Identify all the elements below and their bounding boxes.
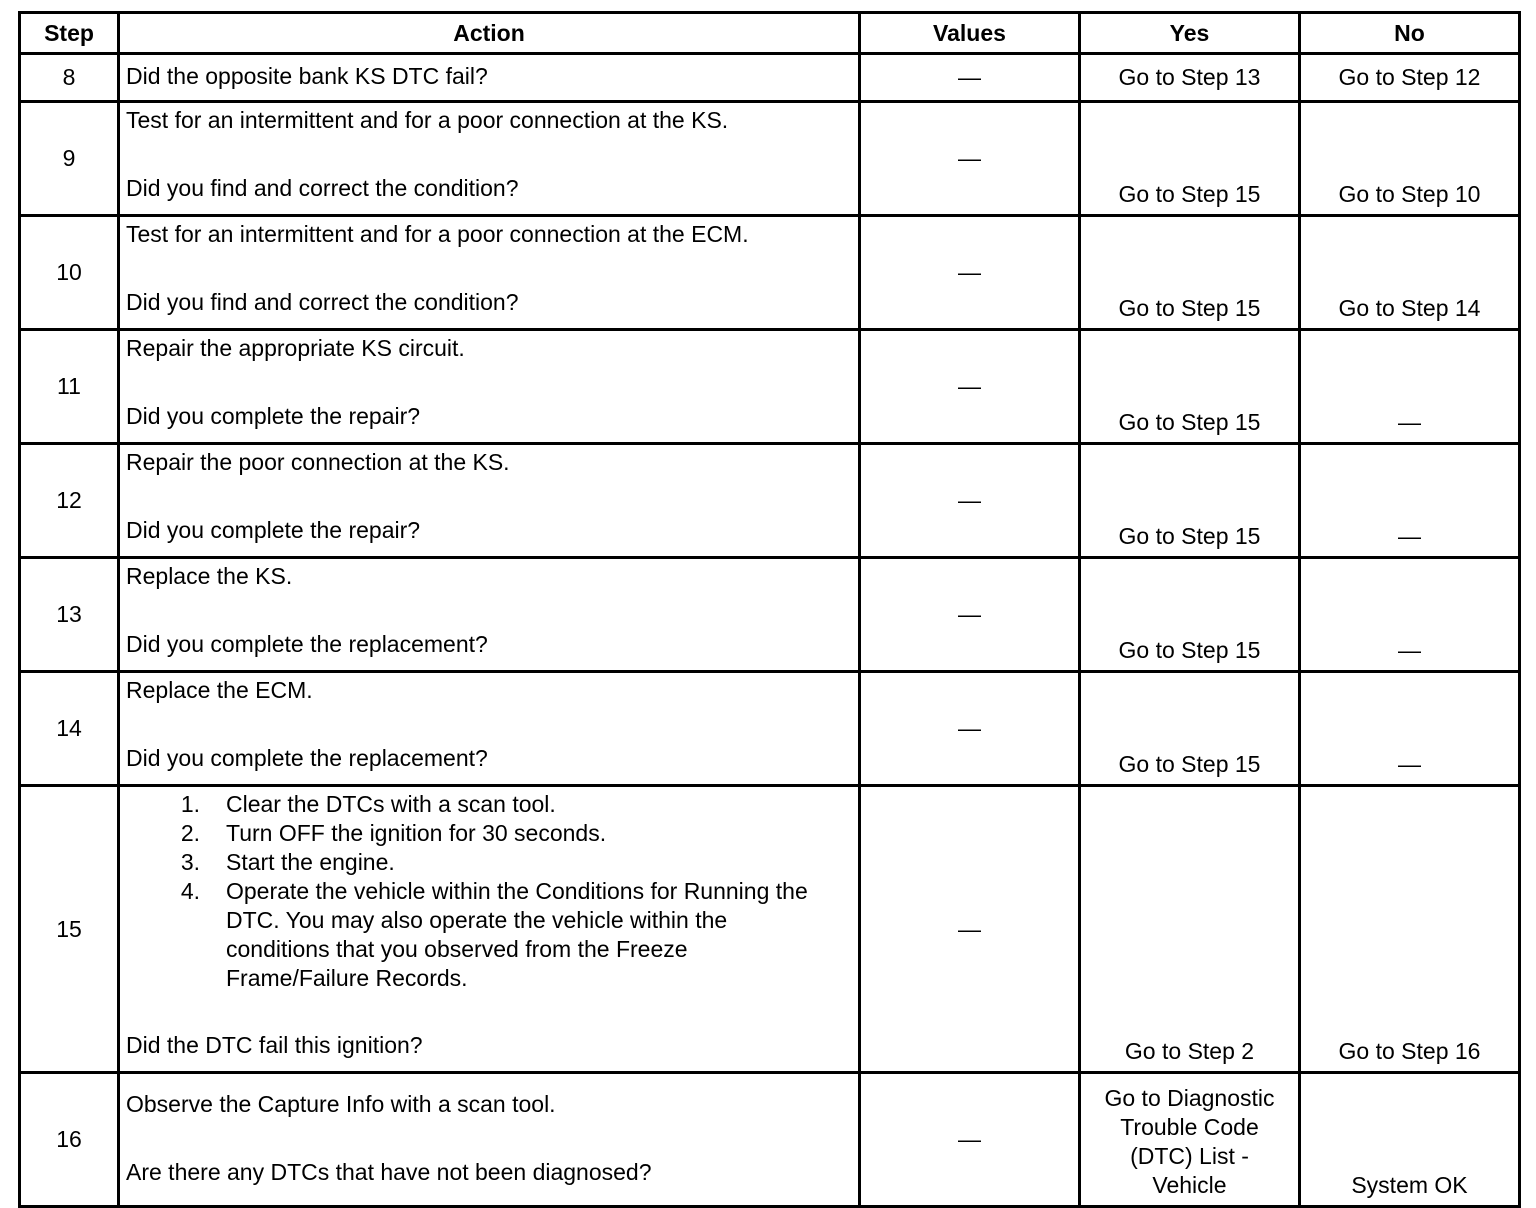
action-cell bbox=[119, 558, 860, 672]
values-cell: — bbox=[860, 786, 1080, 1073]
action-question: Did you find and correct the condition? bbox=[126, 289, 519, 315]
values-cell: — bbox=[860, 672, 1080, 786]
step-number: 12 bbox=[20, 444, 119, 558]
header-yes: Yes bbox=[1080, 13, 1300, 54]
no-cell: — bbox=[1300, 444, 1520, 558]
action-question: Did the DTC fail this ignition? bbox=[126, 1032, 423, 1058]
action-cell bbox=[119, 102, 860, 216]
table-row bbox=[20, 672, 1520, 786]
no-cell: — bbox=[1300, 672, 1520, 786]
action-question: Are there any DTCs that have not been diagnosed? bbox=[126, 1159, 652, 1185]
no-cell: Go to Step 14 bbox=[1300, 216, 1520, 330]
values-cell: — bbox=[860, 1073, 1080, 1207]
table-row bbox=[20, 102, 1520, 216]
action-cell bbox=[119, 330, 860, 444]
numbered-list bbox=[126, 790, 852, 993]
yes-cell: Go to Step 2 bbox=[1080, 786, 1300, 1073]
table-row bbox=[20, 786, 1520, 1073]
list-number: 4. bbox=[180, 878, 200, 904]
yes-cell: Go to Step 13 bbox=[1080, 54, 1300, 102]
table-row bbox=[20, 54, 1520, 102]
yes-cell: Go to Diagnostic Trouble Code (DTC) List - Vehicle bbox=[1080, 1073, 1300, 1207]
step-number: 8 bbox=[20, 54, 119, 102]
header-action: Action bbox=[119, 13, 860, 54]
table-row bbox=[20, 444, 1520, 558]
action-text: Test for an intermittent and for a poor connection at the ECM. bbox=[126, 221, 749, 247]
values-cell: — bbox=[860, 216, 1080, 330]
table-row bbox=[20, 330, 1520, 444]
list-item bbox=[126, 848, 852, 877]
values-cell: — bbox=[860, 444, 1080, 558]
step-number: 14 bbox=[20, 672, 119, 786]
action-text: Test for an intermittent and for a poor connection at the KS. bbox=[126, 107, 729, 133]
list-text: Operate the vehicle within the Conditions for Running the DTC. You may also operate the vehicle within the conditions that you observed from the Freeze Frame/Failure Records. bbox=[226, 878, 808, 991]
action-cell bbox=[119, 444, 860, 558]
values-cell: — bbox=[860, 102, 1080, 216]
action-question: Did you complete the repair? bbox=[126, 403, 421, 429]
list-text: Start the engine. bbox=[226, 849, 395, 875]
values-cell: — bbox=[860, 54, 1080, 102]
list-number: 2. bbox=[180, 820, 200, 846]
header-row bbox=[20, 13, 1520, 54]
no-cell: — bbox=[1300, 330, 1520, 444]
yes-cell: Go to Step 15 bbox=[1080, 216, 1300, 330]
values-cell: — bbox=[860, 558, 1080, 672]
step-number: 11 bbox=[20, 330, 119, 444]
action-cell bbox=[119, 786, 860, 1073]
header-values: Values bbox=[860, 13, 1080, 54]
no-cell: Go to Step 10 bbox=[1300, 102, 1520, 216]
step-number: 15 bbox=[20, 786, 119, 1073]
list-number: 1. bbox=[180, 791, 200, 817]
header-step: Step bbox=[20, 13, 119, 54]
action-question: Did you complete the repair? bbox=[126, 517, 421, 543]
step-number: 10 bbox=[20, 216, 119, 330]
header-no: No bbox=[1300, 13, 1520, 54]
list-text: Turn OFF the ignition for 30 seconds. bbox=[226, 820, 607, 846]
list-item bbox=[126, 790, 852, 819]
step-number: 16 bbox=[20, 1073, 119, 1207]
yes-cell: Go to Step 15 bbox=[1080, 444, 1300, 558]
action-text: Repair the appropriate KS circuit. bbox=[126, 335, 465, 361]
no-cell: System OK bbox=[1300, 1073, 1520, 1207]
action-text: Replace the ECM. bbox=[126, 677, 313, 703]
yes-cell: Go to Step 15 bbox=[1080, 102, 1300, 216]
table-row bbox=[20, 558, 1520, 672]
diagnostic-steps-table bbox=[18, 11, 1521, 1208]
step-number: 13 bbox=[20, 558, 119, 672]
list-item bbox=[126, 877, 852, 993]
values-cell: — bbox=[860, 330, 1080, 444]
action-text: Observe the Capture Info with a scan tool. bbox=[126, 1091, 556, 1117]
table-row bbox=[20, 1073, 1520, 1207]
no-cell: Go to Step 16 bbox=[1300, 786, 1520, 1073]
step-number: 9 bbox=[20, 102, 119, 216]
action-cell bbox=[119, 216, 860, 330]
action-cell bbox=[119, 672, 860, 786]
yes-cell: Go to Step 15 bbox=[1080, 672, 1300, 786]
action-text: Repair the poor connection at the KS. bbox=[126, 449, 510, 475]
list-number: 3. bbox=[180, 849, 200, 875]
action-question: Did you complete the replacement? bbox=[126, 631, 488, 657]
action-question: Did you find and correct the condition? bbox=[126, 175, 519, 201]
action-text: Replace the KS. bbox=[126, 563, 293, 589]
yes-cell: Go to Step 15 bbox=[1080, 330, 1300, 444]
action-question: Did you complete the replacement? bbox=[126, 745, 488, 771]
action-cell bbox=[119, 1073, 860, 1207]
no-cell: — bbox=[1300, 558, 1520, 672]
yes-cell: Go to Step 15 bbox=[1080, 558, 1300, 672]
list-text: Clear the DTCs with a scan tool. bbox=[226, 791, 556, 817]
action-text: Did the opposite bank KS DTC fail? bbox=[119, 54, 860, 102]
table-row bbox=[20, 216, 1520, 330]
no-cell: Go to Step 12 bbox=[1300, 54, 1520, 102]
list-item bbox=[126, 819, 852, 848]
